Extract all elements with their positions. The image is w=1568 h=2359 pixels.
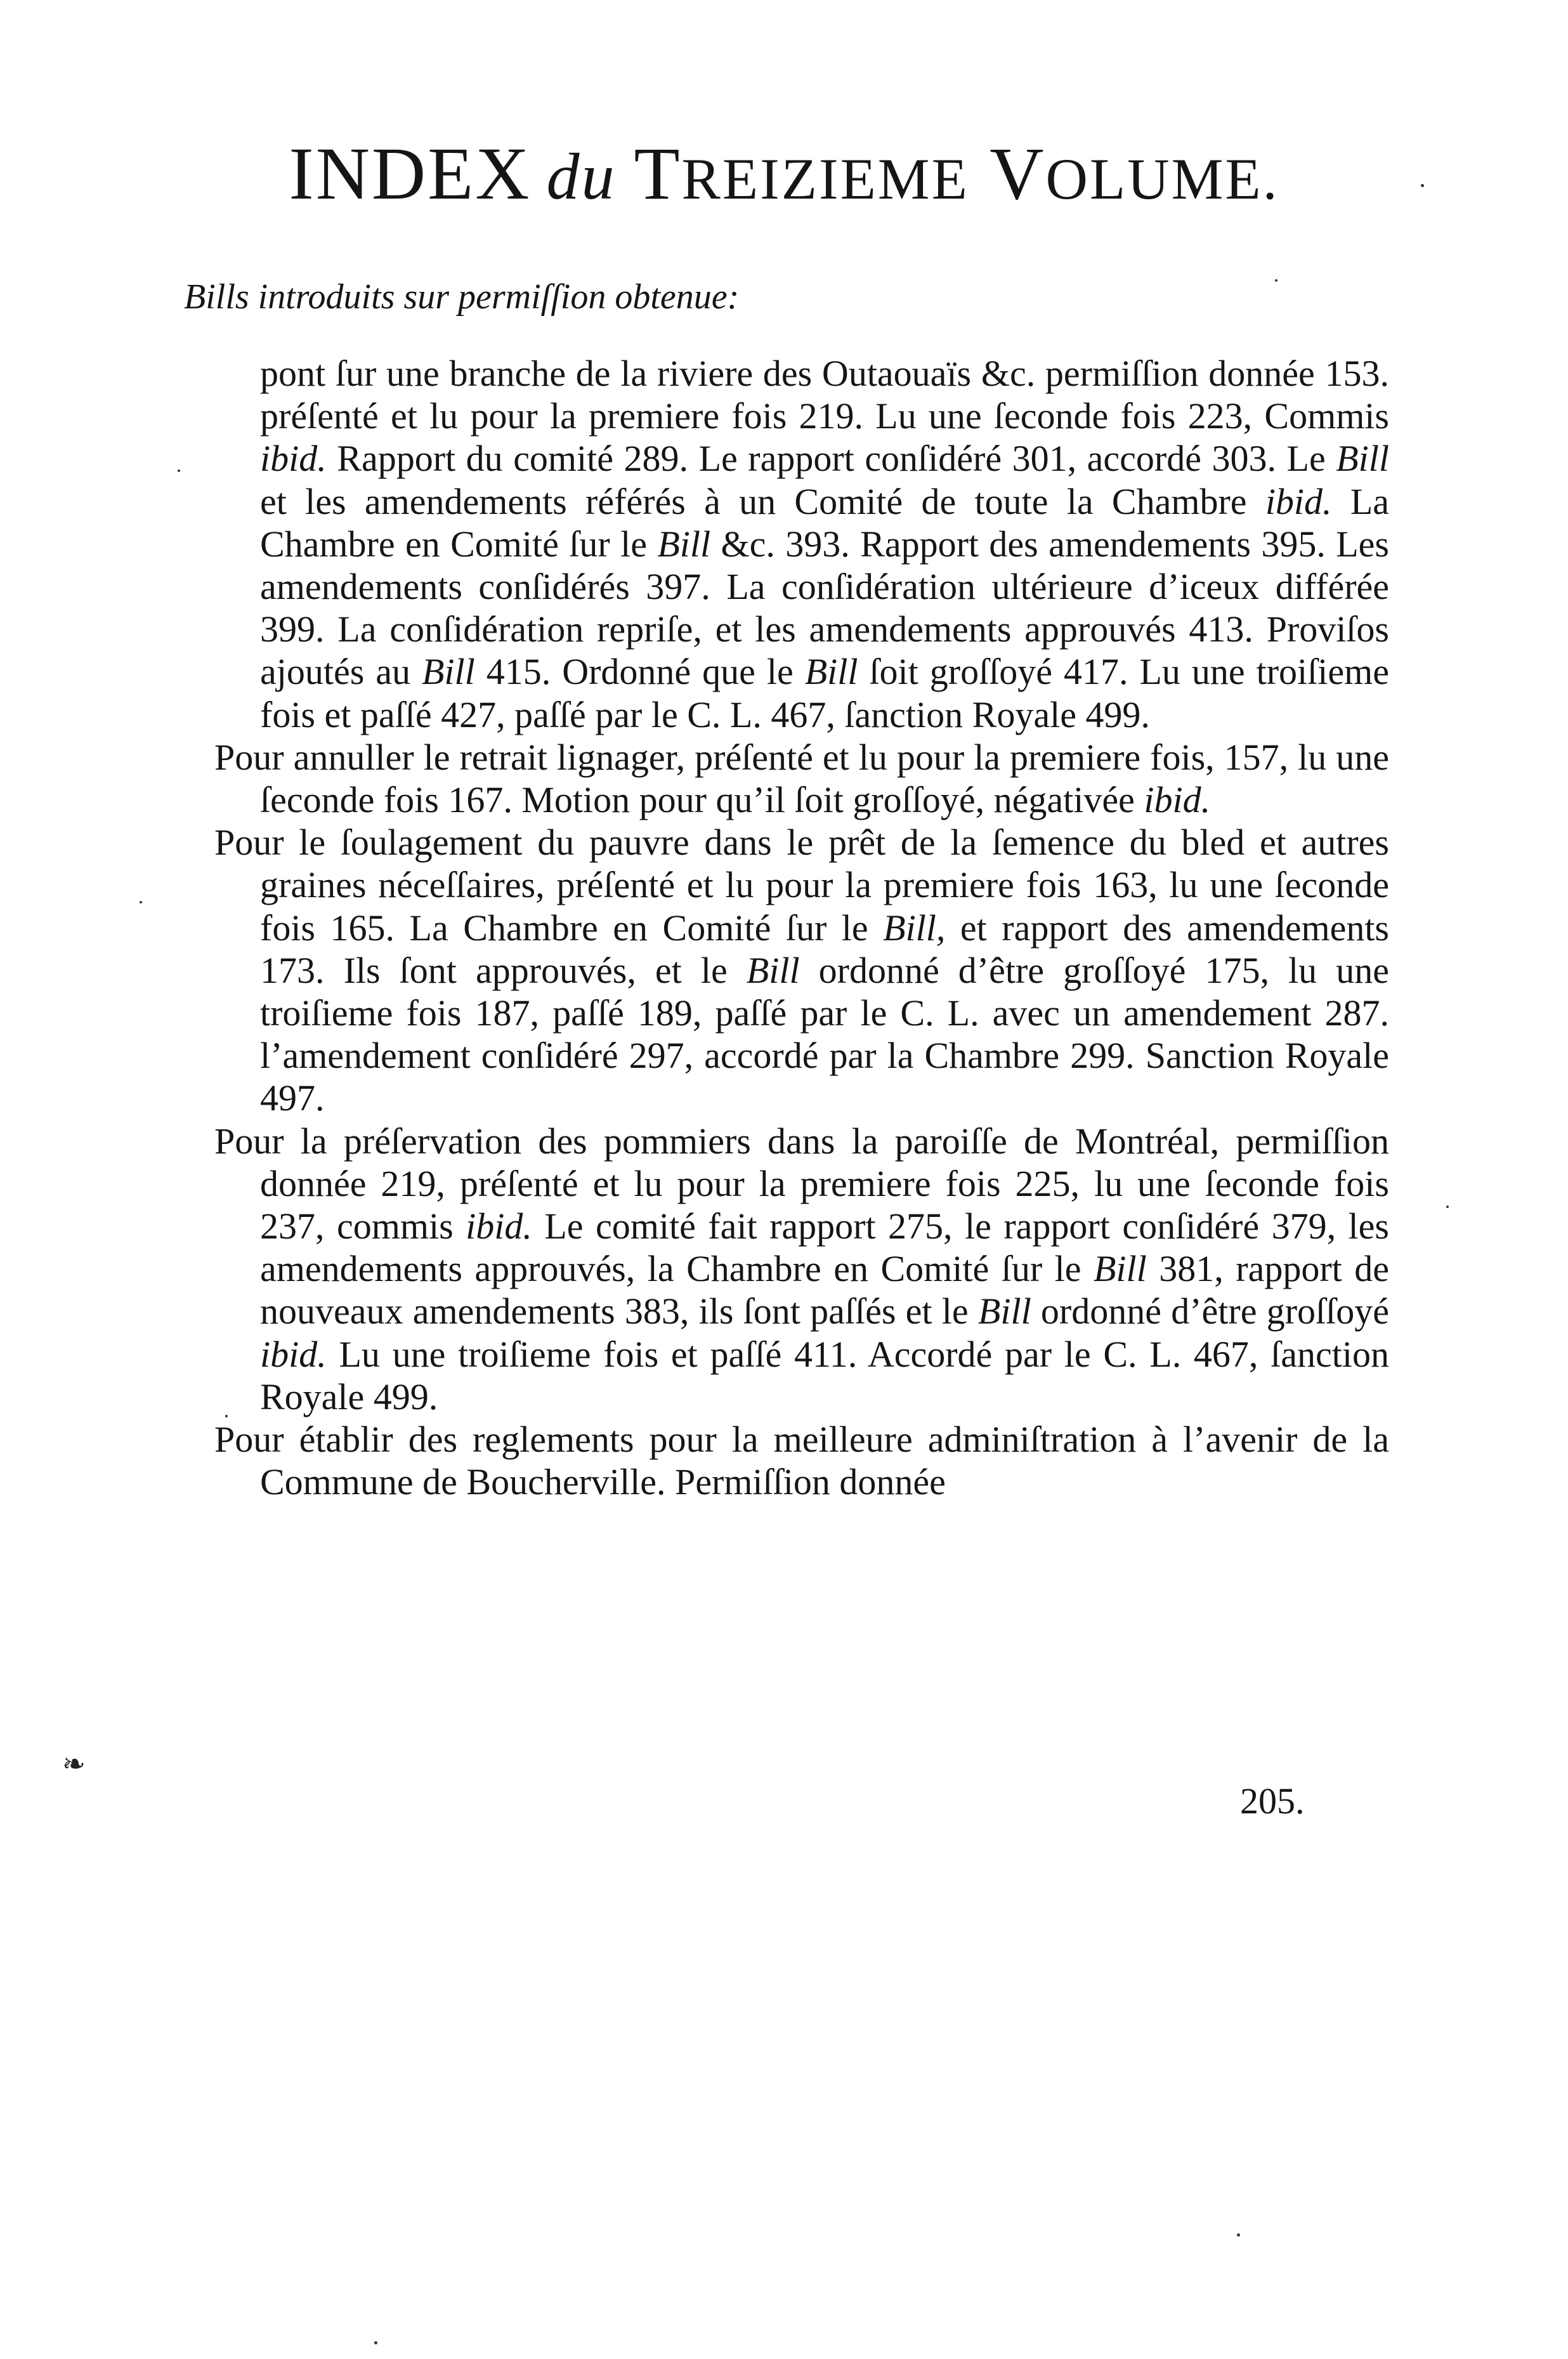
entry-italic-text: Bill <box>746 949 800 991</box>
entry-text: et rapport des amendements 173. Ils ſont approuvés, et le <box>260 907 1389 991</box>
entry-text: 415. Ordonné que le <box>474 651 805 693</box>
ink-speck <box>1421 184 1424 187</box>
entry-italic-text: ibid. <box>260 1333 327 1375</box>
ink-speck <box>374 2341 377 2344</box>
entry-text: ordonné d’être groſſoyé <box>1031 1291 1390 1332</box>
entry-italic-text: Bill, <box>883 907 946 949</box>
entry-italic-text: Bill <box>421 651 475 693</box>
index-entry <box>260 352 1389 736</box>
entry-text: Pour le ſoulagement du pauvre dans le prêt de la ſemence du bled et autres graines néceſſaires, préſenté et lu pour la premiere fois 163, lu une ſeconde fois 165. La Chambre en Comité ſur le <box>214 822 1389 949</box>
entry-italic-text: Bill <box>1336 438 1389 480</box>
title-treizieme-rest: REIZIEME <box>681 147 969 211</box>
entry-italic-text: ibid. <box>260 438 327 480</box>
page-number: 205. <box>1240 1780 1305 1822</box>
ink-speck <box>1446 1206 1449 1208</box>
entry-text: Pour établir des reglements pour la meilleure adminiſtration à l’avenir de la Commune de Boucherville. Permiſſion donnée <box>214 1419 1389 1503</box>
entry-text: et les amendements référés à un Comité de toute la Chambre <box>260 480 1265 522</box>
entry-italic-text: Bill <box>1093 1248 1147 1290</box>
title-du-word: du <box>546 140 617 213</box>
entry-text: La Chambre en Comité ſur le <box>260 480 1390 565</box>
index-entry <box>214 1120 1389 1418</box>
entry-text: Pour annuller le retrait lignager, préſenté et lu pour la premiere fois, 157, lu une ſeconde fois 167. Motion pour qu’il ſoit groſſoyé, négativée <box>214 736 1389 821</box>
ink-speck <box>140 901 142 904</box>
entry-text: &c. 393. Rapport des amendements 395. Les amendements conſidérés 397. La conſidération ultérieure d’iceux différée 399. La conſidération repriſe, et les amendements approuvés 413. Proviſos ajoutés au <box>260 523 1389 693</box>
entry-italic-text: Bill <box>657 523 711 565</box>
entry-italic-text: ibid. <box>1144 779 1211 821</box>
entry-text: Pour la préſervation des pommiers dans la paroiſſe de Montréal, permiſſion donnée 219, préſenté et lu pour la premiere fois 225, lu une ſeconde fois 237, commis <box>214 1120 1389 1247</box>
entry-text: Rapport du comité 289. Le rapport conſidéré 301, accordé 303. Le <box>326 438 1336 480</box>
ink-speck <box>225 1415 228 1417</box>
index-entry <box>214 821 1389 1119</box>
entry-text: Le comité fait rapport 275, le rapport conſidéré 379, les amendements approuvés, la Chambre en Comité ſur le <box>260 1206 1389 1290</box>
index-entry <box>214 1418 1389 1503</box>
entry-italic-text: Bill <box>804 651 858 693</box>
section-heading: Bills introduits sur permiſſion obtenue: <box>184 277 740 317</box>
entry-text: ordonné d’être groſſoyé 175, lu une troiſieme fois 187, paſſé 189, paſſé par le C. L. avec un amendement 287. l’amendement conſidéré 297, accordé par la Chambre 299. Sanction Royale 497. <box>260 949 1389 1119</box>
title-treizieme-capital: T <box>634 132 682 215</box>
title-volume-rest: OLUME. <box>1045 147 1279 211</box>
entry-italic-text: ibid. <box>466 1206 532 1247</box>
entry-text: 381, rapport de nouveaux amendements 383, ils ſont paſſés et le <box>260 1248 1389 1332</box>
ink-speck <box>1275 279 1277 282</box>
page-title <box>0 132 1568 215</box>
entry-text: ſoit groſſoyé 417. Lu une troiſieme fois et paſſé 427, paſſé par le C. L. 467, ſanction Royale 499. <box>260 651 1389 735</box>
index-entry <box>214 736 1389 821</box>
title-volume-capital: V <box>990 132 1046 215</box>
ink-speck <box>178 470 180 472</box>
margin-ornament-icon: ❧ <box>62 1749 86 1780</box>
entry-text: Lu une troiſieme fois et paſſé 411. Accordé par le C. L. 467, ſanction Royale 499. <box>260 1333 1389 1417</box>
entry-italic-text: Bill <box>977 1291 1031 1332</box>
entry-text: pont ſur une branche de la riviere des Outaouaïs &c. permiſſion donnée 153. préſenté et lu pour la premiere fois 219. Lu une ſeconde fois 223, Commis <box>260 353 1389 437</box>
title-index-word: INDEX <box>289 132 532 215</box>
ink-speck <box>1237 2233 1240 2237</box>
index-entries <box>214 352 1390 1503</box>
entry-italic-text: ibid. <box>1265 480 1332 522</box>
